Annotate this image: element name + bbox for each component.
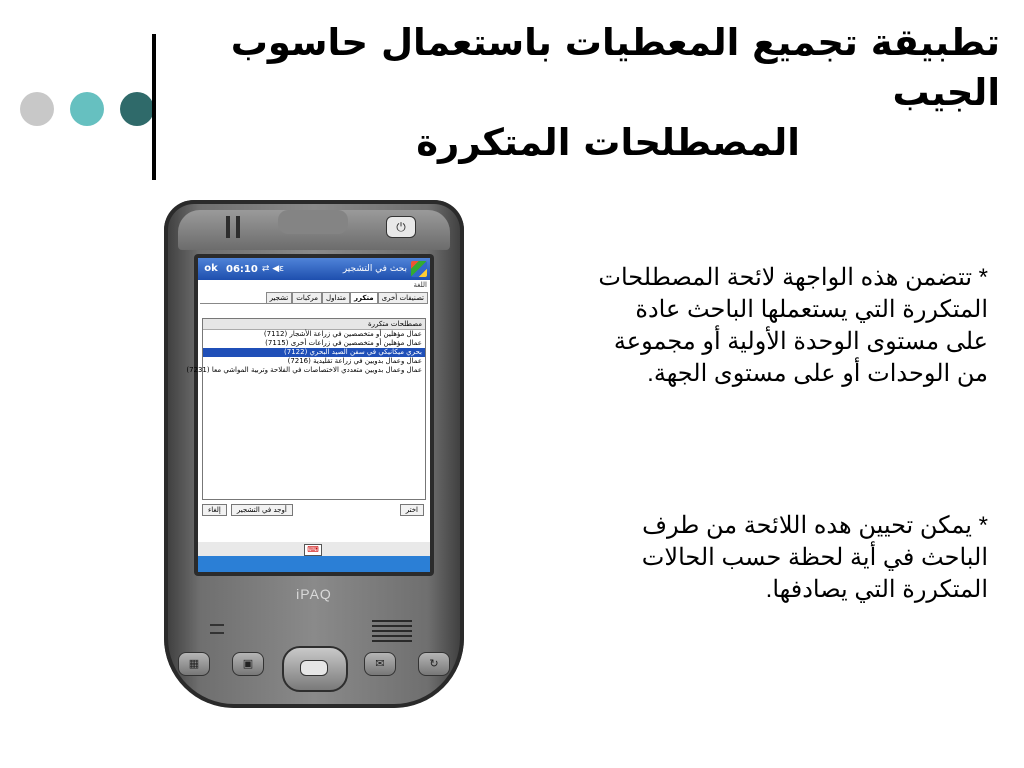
- screen-bezel: [186, 254, 434, 576]
- microphone-icon: [210, 624, 224, 634]
- keyboard-icon[interactable]: ⌨: [304, 544, 322, 556]
- speaker-grille: [372, 620, 412, 644]
- navigation-dpad[interactable]: [282, 646, 348, 692]
- tab-2[interactable]: متداول: [322, 292, 350, 303]
- list-item[interactable]: عمال مؤهلين أو متخصصين في زراعات أخرى (7115): [265, 339, 422, 347]
- list-item[interactable]: عمال وعمال بدويين متعددي الاختصاصات في الفلاحة وتربية المواشي معا (7231): [186, 366, 422, 374]
- description-paragraph-2: * يمكن تحيين هده اللائحة من طرف الباحث في أية لحظة حسب الحالات المتكررة التي يصادفها.: [641, 512, 988, 603]
- refresh-button[interactable]: ↻: [418, 652, 450, 676]
- tab-bar: [200, 292, 428, 304]
- dot-dark: [20, 92, 54, 126]
- device-camera-bump: [278, 210, 348, 234]
- calendar-button[interactable]: ▦: [178, 652, 210, 676]
- tab-4[interactable]: تشجير: [266, 292, 293, 303]
- input-panel-bar: [198, 542, 430, 572]
- hardware-buttons: [178, 646, 450, 690]
- power-icon[interactable]: ⏻: [386, 216, 416, 238]
- action-buttons: [202, 504, 424, 516]
- dpad-center-button[interactable]: [300, 660, 328, 676]
- tab-0[interactable]: تصنيفات أخرى: [378, 292, 428, 303]
- inbox-button[interactable]: ✉: [364, 652, 396, 676]
- description-paragraph-1: * تتضمن هذه الواجهة لائحة المصطلحات المتكررة التي يستعملها الباحث عادة على مستوى الوحدة الأولية أو مجموعة من الوحدات أو على مستوى الجهة.: [598, 264, 988, 387]
- cancel-button[interactable]: إلغاء: [202, 504, 227, 516]
- list-item[interactable]: عمال وعمال بدويين في زراعة تقليدية (7216): [287, 357, 422, 365]
- device-screen: [186, 258, 430, 572]
- clock: 06:10: [226, 263, 258, 275]
- list-header: مصطلحات متكررة: [203, 319, 425, 330]
- tab-1[interactable]: متكرر: [350, 292, 378, 303]
- titlebar: [198, 258, 430, 280]
- status-icons[interactable]: ⇄ ◀ε: [261, 264, 285, 274]
- button-gap: [297, 504, 396, 516]
- brand-logo: iPAQ: [296, 586, 332, 602]
- tab-3[interactable]: مركبات: [292, 292, 322, 303]
- ir-port: [226, 216, 230, 238]
- ok-button[interactable]: ok: [204, 263, 218, 274]
- find-in-tree-button[interactable]: أوجد في التشجير: [231, 504, 293, 516]
- title-divider: [152, 34, 156, 180]
- pocket-pc-device: [164, 200, 464, 708]
- dot-gray: [120, 92, 154, 126]
- menu-language[interactable]: اللغة: [413, 281, 427, 289]
- list-item[interactable]: بحري ميكانيكي في سفن الصيد البحري (7122): [203, 348, 425, 357]
- title-line-1: تطبيقة تجميع المعطيات باستعمال حاسوب الجيب: [230, 21, 1000, 114]
- list-item[interactable]: عمال مؤهلين أو متخصصين في زراعة الأشجار (7112): [263, 330, 422, 338]
- decorative-dots: [20, 92, 154, 126]
- slide-title: [190, 18, 1000, 168]
- title-line-2: المصطلحات المتكررة: [416, 121, 800, 164]
- dot-light: [70, 92, 104, 126]
- terms-listbox[interactable]: [186, 318, 426, 500]
- windows-start-icon[interactable]: [411, 261, 427, 277]
- screen-title: بحث في التشجير: [342, 264, 407, 274]
- choose-button[interactable]: اختر: [400, 504, 424, 516]
- contacts-button[interactable]: ▣: [232, 652, 264, 676]
- list-rows: [186, 330, 425, 375]
